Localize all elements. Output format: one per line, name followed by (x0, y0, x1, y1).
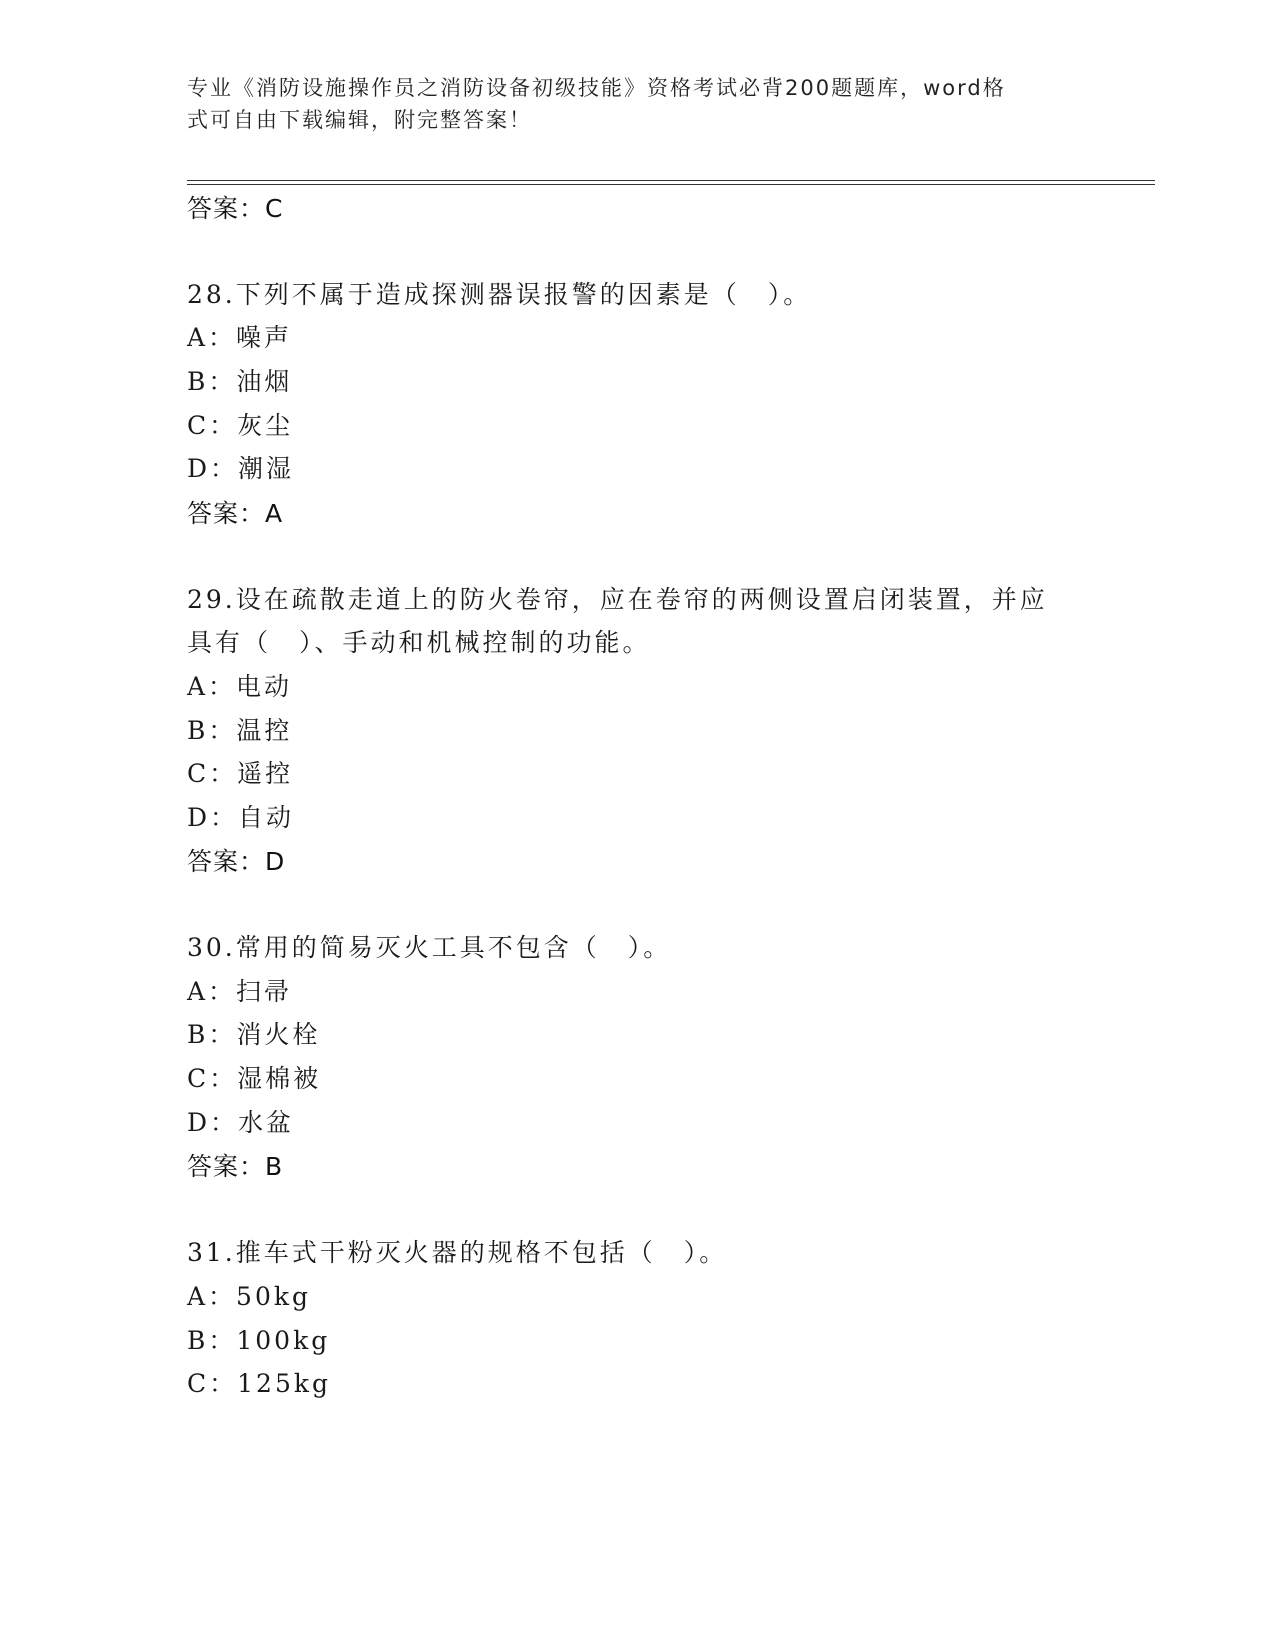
question-29-answer: 答案：D (187, 847, 286, 876)
question-29-option-d: D：自动 (187, 803, 295, 832)
question-29-text-line-2: 具有（ ）、手动和机械控制的功能。 (187, 628, 651, 657)
question-28-option-d: D：潮湿 (187, 454, 295, 483)
question-31-text: 31.推车式干粉灭火器的规格不包括（ ）。 (187, 1238, 728, 1267)
document-header (187, 72, 1067, 136)
question-30-answer: 答案：B (187, 1152, 284, 1181)
question-28-option-c: C：灰尘 (187, 411, 294, 440)
question-28-answer: 答案：A (187, 499, 284, 528)
answer-line: 答案：C (187, 194, 284, 223)
header-line-1: 专业《消防设施操作员之消防设备初级技能》资格考试必背200题题库，word格 (187, 76, 1006, 100)
question-29-option-b: B：温控 (187, 716, 293, 745)
question-28-text: 28.下列不属于造成探测器误报警的因素是（ ）。 (187, 280, 812, 309)
question-30-text: 30.常用的简易灭火工具不包含（ ）。 (187, 933, 672, 962)
header-line-2: 式可自由下载编辑，附完整答案！ (187, 108, 532, 132)
question-31-option-a: A：50kg (187, 1282, 312, 1311)
question-30-option-b: B：消火栓 (187, 1020, 321, 1049)
question-30-option-a: A：扫帚 (187, 977, 293, 1006)
question-29-option-c: C：遥控 (187, 759, 294, 788)
question-31-option-c: C：125kg (187, 1369, 331, 1398)
header-divider-top (187, 180, 1155, 181)
question-30-option-d: D：水盆 (187, 1108, 295, 1137)
question-30-option-c: C：湿棉被 (187, 1064, 322, 1093)
question-29-text-line-1: 29.设在疏散走道上的防火卷帘，应在卷帘的两侧设置启闭装置，并应 (187, 585, 1048, 614)
question-31-option-b: B：100kg (187, 1326, 331, 1355)
question-29-option-a: A：电动 (187, 672, 293, 701)
header-divider-bottom (187, 184, 1155, 185)
question-28-option-a: A：噪声 (187, 323, 293, 352)
question-28-option-b: B：油烟 (187, 367, 293, 396)
